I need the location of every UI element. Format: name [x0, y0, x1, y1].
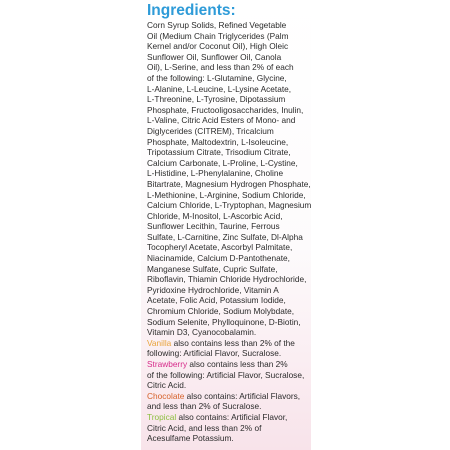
- ingredients-line: L-Methionine, L-Arginine, Sodium Chloride,: [147, 189, 306, 200]
- chocolate-flavor-name: Chocolate: [147, 390, 185, 401]
- ingredients-line: Niacinamide, Calcium D-Pantothenate,: [147, 253, 290, 264]
- vanilla-note: [147, 338, 311, 349]
- strawberry-note-line: Citric Acid.: [147, 380, 187, 391]
- ingredients-line: Sunflower Lecithin, Taurine, Ferrous: [147, 221, 280, 232]
- tropical-flavor-name: Tropical: [147, 411, 177, 422]
- ingredients-line: Oil (Medium Chain Triglycerides (Palm: [147, 30, 289, 41]
- ingredients-line: Sulfate, L-Carnitine, Zinc Sulfate, Dl-Alpha: [147, 231, 303, 242]
- ingredients-line: Acetate, Folic Acid, Potassium Iodide,: [147, 295, 286, 306]
- ingredients-line: Manganese Sulfate, Cupric Sulfate,: [147, 263, 278, 274]
- chocolate-note: [147, 391, 311, 402]
- ingredients-line: Chloride, M-Inositol, L-Ascorbic Acid,: [147, 210, 283, 221]
- vanilla-note-text: also contains less than 2% of the: [171, 337, 295, 348]
- vanilla-flavor-name: Vanilla: [147, 337, 172, 348]
- ingredients-line: Oil), L-Serine, and less than 2% of each: [147, 62, 294, 73]
- ingredients-line: Bitartrate, Magnesium Hydrogen Phosphate,: [147, 178, 311, 189]
- chocolate-note-line: and less than 2% of Sucralose.: [147, 401, 262, 412]
- tropical-note-line: Acesulfame Potassium.: [147, 433, 234, 444]
- tropical-note-text: also contains: Artificial Flavor,: [176, 411, 288, 422]
- ingredients-line: Sodium Selenite, Phylloquinone, D-Biotin,: [147, 316, 301, 327]
- ingredients-line: of the following: L-Glutamine, Glycine,: [147, 72, 287, 83]
- ingredients-heading: Ingredients:: [147, 2, 236, 19]
- ingredients-line: Phosphate, Fructooligosaccharides, Inulin,: [147, 104, 304, 115]
- strawberry-note-text: also contains less than 2%: [187, 359, 288, 369]
- ingredients-line: L-Valine, Citric Acid Esters of Mono- and: [147, 115, 296, 126]
- ingredients-body: [147, 20, 311, 444]
- ingredients-panel: [141, 0, 311, 450]
- ingredients-line: Kernel and/or Coconut Oil), High Oleic: [147, 41, 289, 52]
- ingredients-line: Riboflavin, Thiamin Chloride Hydrochloride,: [147, 274, 307, 285]
- ingredients-line: Corn Syrup Solids, Refined Vegetable: [147, 20, 287, 30]
- ingredients-line: Tripotassium Citrate, Trisodium Citrate,: [147, 147, 291, 158]
- strawberry-note: [147, 359, 311, 370]
- ingredients-line: L-Threonine, L-Tyrosine, Dipotassium: [147, 94, 286, 105]
- ingredients-line: L-Histidine, L-Phenylalanine, Choline: [147, 168, 284, 179]
- strawberry-note-line: of the following: Artificial Flavor, Sucralose,: [147, 369, 305, 380]
- ingredients-line: Chromium Chloride, Sodium Molybdate,: [147, 306, 295, 317]
- ingredients-line: Vitamin D3, Cyanocobalamin.: [147, 327, 257, 338]
- ingredients-line: L-Alanine, L-Leucine, L-Lysine Acetate,: [147, 83, 292, 94]
- tropical-note-line: Citric Acid, and less than 2% of: [147, 422, 262, 433]
- ingredients-line: Calcium Chloride, L-Tryptophan, Magnesium: [147, 200, 311, 211]
- ingredients-line: Diglycerides (CITREM), Tricalcium: [147, 125, 274, 136]
- chocolate-note-text: also contains: Artificial Flavors,: [184, 390, 301, 401]
- vanilla-note-line: following: Artificial Flavor, Sucralose.: [147, 348, 282, 359]
- ingredients-line: Phosphate, Maltodextrin, L-Isoleucine,: [147, 136, 289, 147]
- ingredients-line: Calcium Carbonate, L-Proline, L-Cystine,: [147, 157, 298, 168]
- ingredients-line: Pyridoxine Hydrochloride, Vitamin A: [147, 284, 279, 295]
- ingredients-line: Tocopheryl Acetate, Ascorbyl Palmitate,: [147, 242, 293, 253]
- tropical-note: [147, 412, 311, 423]
- ingredients-line: Sunflower Oil, Sunflower Oil, Canola: [147, 51, 282, 62]
- strawberry-flavor-name: Strawberry: [147, 359, 188, 369]
